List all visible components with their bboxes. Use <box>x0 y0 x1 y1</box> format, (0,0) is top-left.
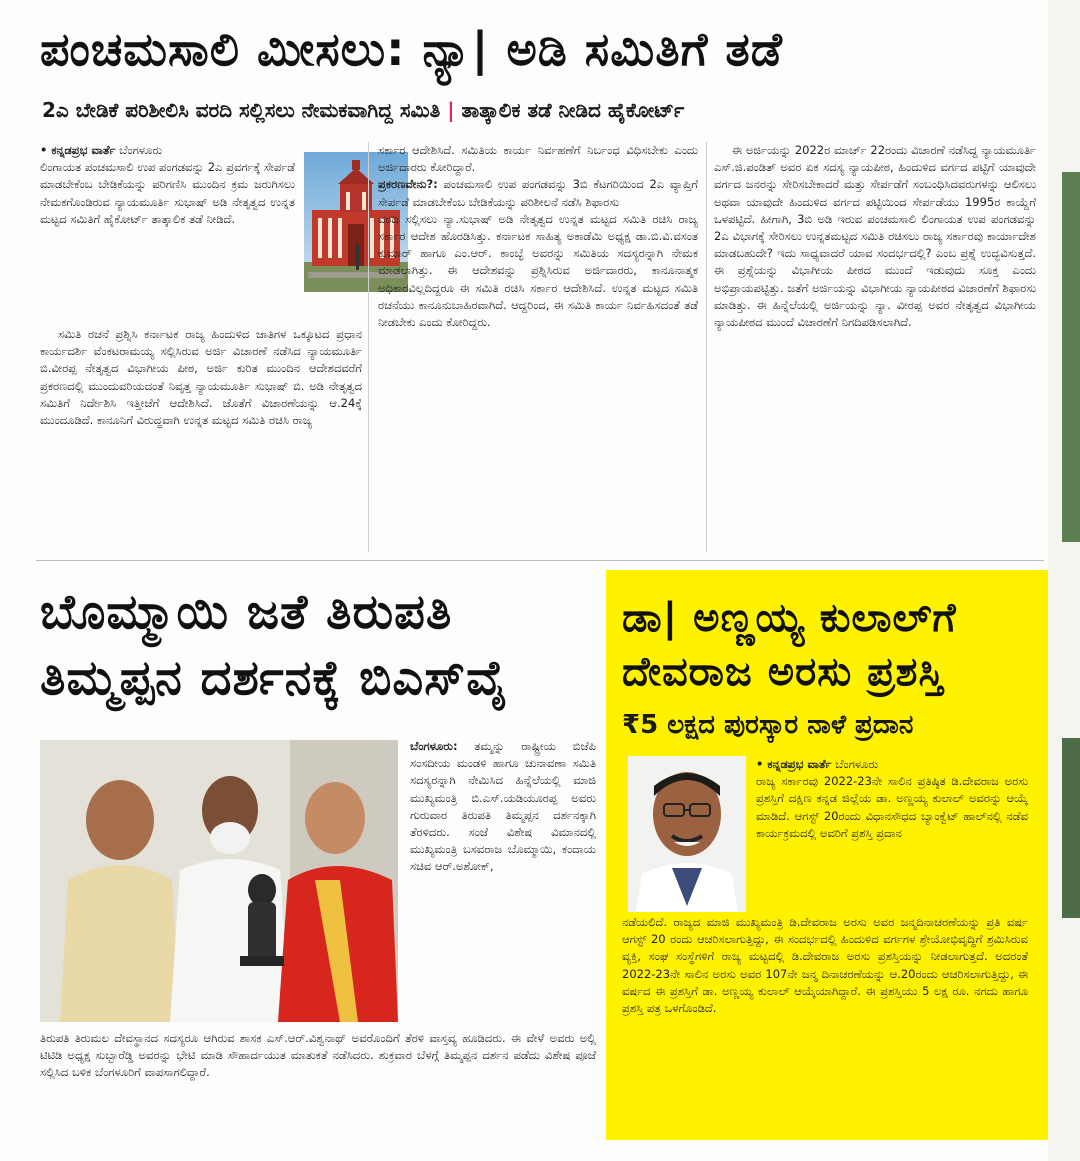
adjacent-photo <box>1062 738 1080 918</box>
story1-col2-top: ಸರ್ಕಾರ ಆದೇಶಿಸಿದೆ. ಸಮಿತಿಯ ಕಾರ್ಯ ನಿರ್ವಹಣೆಗೆ ನಿರ್ಬಂಧ ವಿಧಿಸಬೇಕು ಎಂದು ಅರ್ಜಿದಾರರು ಕೋರಿದ್ದಾರೆ. <box>378 143 698 175</box>
story1-col1-top <box>40 142 295 250</box>
story1-col2-body: ವರದಿ ಸಲ್ಲಿಸಲು ನ್ಯಾ.ಸುಭಾಷ್ ಅಡಿ ನೇತೃತ್ವದ ಉನ್ನತ ಮಟ್ಟದ ಸಮಿತಿ ರಚಿಸಿ ರಾಜ್ಯ ಸರ್ಕಾರ ಆದೇಶ ಹೊರಡಿಸಿತ್ತು. ಕರ್ನಾಟಕ ಸಾಹಿತ್ಯ ಅಕಾಡೆಮಿ ಅಧ್ಯಕ್ಷ ಡಾ.ಬಿ.ವಿ.ವಸಂತ ಕುಮಾರ್ ಹಾಗೂ ಎಂ.ಆರ್. ಕಾಂಬ್ಳೆ ಅವರನ್ನು ಸಮಿತಿಯ ಸದಸ್ಯರನ್ನಾಗಿ ನೇಮಕ ಮಾಡಲಾಗಿತ್ತು. ಈ ಆದೇಶವನ್ನು ಪ್ರಶ್ನಿಸಿರುವ ಅರ್ಜಿದಾರರು, ಕಾನೂನಾತ್ಮಕ ಅಧಿಕಾರವಿಲ್ಲದಿದ್ದರೂ ಈ ಸಮಿತಿ ರಚಿಸಿ ಸರ್ಕಾರ ಆದೇಶಿಸಿದೆ. ಉನ್ನತ ಮಟ್ಟದ ಸಮಿತಿ ರಚನೆಯು ಕಾನೂನುಬಾಹಿರವಾಗಿದೆ. ಆದ್ದರಿಂದ, ಈ ಸಮಿತಿ ಕಾರ್ಯ ನಿರ್ವಹಿಸದಂತೆ ತಡೆ ನೀಡಬೇಕು ಎಂದು ಕೋರಿದ್ದರು. <box>378 211 698 330</box>
story1-subhead-left: 2ಎ ಬೇಡಿಕೆ ಪರಿಶೀಲಿಸಿ ವರದಿ ಸಲ್ಲಿಸಲು ನೇಮಕವಾಗಿದ್ದ ಸಮಿತಿ <box>42 98 441 122</box>
story3-headline-line1: ಡಾ| ಅಣ್ಣಯ್ಯ ಕುಲಾಲ್‌ಗೆ <box>622 595 957 641</box>
story2-bottom-text: ತಿರುಪತಿ ತಿರುಮಲ ದೇವಸ್ಥಾನದ ಸದಸ್ಯರೂ ಆಗಿರುವ ಶಾಸಕ ಎಸ್.ಆರ್.ವಿಶ್ವನಾಥ್ ಅವರೊಂದಿಗೆ ತೆರಳಿ ವಾಸ್ತವ್ಯ ಹೂಡಿದರು. ಈ ವೇಳೆ ಅವರು ಅಲ್ಲಿ ಟಿಟಿಡಿ ಅಧ್ಯಕ್ಷ ಸುಬ್ಬಾರೆಡ್ಡಿ ಅವರನ್ನು ಭೇಟಿ ಮಾಡಿ ಸೌಹಾರ್ದಯುತ ಮಾತುಕತೆ ನಡೆಸಿದರು. ಶುಕ್ರವಾರ ಬೆಳಗ್ಗೆ ತಿಮ್ಮಪ್ಪನ ದರ್ಶನ ಪಡೆದು ವಿಶೇಷ ಪೂಜೆ ಸಲ್ಲಿಸಿದ ಬಳಿಕ ಬೆಂಗಳೂರಿಗೆ ವಾಪಸಾಗಲಿದ್ದಾರೆ. <box>40 1031 596 1080</box>
story3-side-text: ರಾಜ್ಯ ಸರ್ಕಾರವು 2022-23ನೇ ಸಾಲಿನ ಪ್ರತಿಷ್ಠಿತ ಡಿ.ದೇವರಾಜ ಅರಸು ಪ್ರಶಸ್ತಿಗೆ ದಕ್ಷಿಣ ಕನ್ನಡ ಜಿಲ್ಲೆಯ ಡಾ. ಅಣ್ಣಯ್ಯ ಕುಲಾಲ್ ಅವರನ್ನು ಆಯ್ಕೆ ಮಾಡಿದೆ. ಆಗಸ್ಟ್ 20ರಂದು ವಿಧಾನಸೌಧದ ಬ್ಯಾಂಕ್ವೆಟ್ ಹಾಲ್‌ನಲ್ಲಿ ನಡೆವ ಕಾರ್ಯಕ್ರಮದಲ್ಲಿ ಅವರಿಗೆ ಪ್ರಶಸ್ತಿ ಪ್ರದಾನ <box>756 774 1028 840</box>
column-rule <box>706 142 707 552</box>
story2-headline-line1: ಬೊಮ್ಮಾಯಿ ಜತೆ ತಿರುಪತಿ <box>40 584 453 640</box>
story2-side-column <box>410 738 596 1016</box>
story3-byline-source: • ಕನ್ನಡಪ್ರಭ ವಾರ್ತೆ <box>756 757 832 771</box>
section-divider <box>36 560 1044 561</box>
adjacent-photo <box>1062 172 1080 542</box>
story3-bottom-text: ನಡೆಯಲಿದೆ. ರಾಜ್ಯದ ಮಾಜಿ ಮುಖ್ಯಮಂತ್ರಿ ಡಿ.ದೇವರಾಜ ಅರಸು ಅವರ ಜನ್ಮದಿನಾಚರಣೆಯನ್ನು ಪ್ರತಿ ವರ್ಷ ಆಗಸ್ಟ್ 20 ರಂದು ಆಚರಿಸಲಾಗುತ್ತಿದ್ದು, ಈ ಸಂದರ್ಭದಲ್ಲಿ ಹಿಂದುಳಿದ ವರ್ಗಗಳ ಶ್ರೇಯೋಭಿವೃದ್ಧಿಗೆ ಶ್ರಮಿಸಿರುವ ವ್ಯಕ್ತಿ, ಸಂಘ ಸಂಸ್ಥೆಗಳಿಗೆ ರಾಜ್ಯ ಮಟ್ಟದಲ್ಲಿ ಡಿ.ದೇವರಾಜ ಅರಸು ಪ್ರಶಸ್ತಿಯನ್ನು ನೀಡಲಾಗುತ್ತದೆ. ಅದರಂತೆ 2022-23ನೇ ಸಾಲಿನ ಅರಸು ಅವರ 107ನೇ ಜನ್ಮ ದಿನಾಚರಣೆಯನ್ನು ಆ.20ರಂದು ಆಚರಿಸಲಾಗುತ್ತಿದ್ದು, ಈ ವರ್ಷದ ಈ ಪ್ರಶಸ್ತಿಗೆ ಡಾ. ಅಣ್ಣಯ್ಯ ಕುಲಾಲ್ ಆಯ್ಕೆಯಾಗಿದ್ದಾರೆ. ಈ ಪ್ರಶಸ್ತಿಯು 5 ಲಕ್ಷ ರೂ. ನಗದು ಹಾಗೂ ಪ್ರಶಸ್ತಿ ಪತ್ರ ಒಳಗೊಂಡಿದೆ. <box>622 915 1028 1016</box>
story1-intro-tail <box>40 250 295 328</box>
story2-side-text: ತಮ್ಮನ್ನು ರಾಷ್ಟ್ರೀಯ ಬಿಜೆಪಿ ಸಂಸದೀಯ ಮಂಡಳಿ ಹಾಗೂ ಚುನಾವಣಾ ಸಮಿತಿ ಸದಸ್ಯರನ್ನಾಗಿ ನೇಮಿಸಿದ ಹಿನ್ನೆಲೆಯಲ್ಲಿ ಮಾಜಿ ಮುಖ್ಯಮಂತ್ರಿ ಬಿ.ಎಸ್.ಯಡಿಯೂರಪ್ಪ ಅವರು ಗುರುವಾರ ತಿರುಪತಿ ತಿಮ್ಮಪ್ಪನ ದರ್ಶನಕ್ಕಾಗಿ ತೆರಳಿದರು. ಸಂಜೆ ವಿಶೇಷ ವಿಮಾನದಲ್ಲಿ ಮುಖ್ಯಮಂತ್ರಿ ಬಸವರಾಜ ಬೊಮ್ಮಾಯಿ, ಕಂದಾಯ ಸಚಿವ ಆರ್.ಅಶೋಕ್, <box>410 739 596 874</box>
story1-col2-lead: ಪ್ರಕರಣವೇನು?: <box>378 177 438 192</box>
story1-headline: ಪಂಚಮಸಾಲಿ ಮೀಸಲು: ನ್ಯಾ| ಅಡಿ ಸಮಿತಿಗೆ ತಡೆ <box>40 22 783 76</box>
story3-subhead: ₹5 ಲಕ್ಷದ ಪುರಸ್ಕಾರ ನಾಳೆ ಪ್ರದಾನ <box>622 710 914 740</box>
story1-byline-place: ಬೆಂಗಳೂರು <box>119 143 163 157</box>
portrait-image <box>628 756 746 912</box>
story1-subhead-right: ತಾತ್ಕಾಲಿಕ ತಡೆ ನೀಡಿದ ಹೈಕೋರ್ಟ್ <box>461 98 685 122</box>
story1-intro: ಲಿಂಗಾಯತ ಪಂಚಮಸಾಲಿ ಉಪ ಪಂಗಡವನ್ನು 2ಎ ಪ್ರವರ್ಗಕ್ಕೆ ಸೇರ್ಪಡೆ ಮಾಡಬೇಕೆಂಬ ಬೇಡಿಕೆಯನ್ನು ಪರಿಗಣಿಸಿ ಮುಂದಿನ ಕ್ರಮ ಜರುಗಿಸಲು ನೇಮಕಗೊಂಡಿರುವ ನ್ಯಾಯಮೂರ್ತಿ ಸುಭಾಷ್ ಅಡಿ ನೇತೃತ್ವದ ಉನ್ನತ ಮಟ್ಟದ ಸಮಿತಿಗೆ ಹೈಕೋರ್ಟ್ ತಾತ್ಕಾಲಿಕ ತಡೆ ನೀಡಿದೆ. <box>40 160 295 226</box>
bsy-bommai-photo <box>40 740 398 1022</box>
column-rule <box>368 142 369 552</box>
story3-side-column <box>756 756 1028 912</box>
story3-byline-place: ಬೆಂಗಳೂರು <box>835 757 879 771</box>
annayya-kulal-photo <box>628 756 746 912</box>
story1-col1-body <box>40 326 362 552</box>
story1-col3-body: ಈ ಅರ್ಜಿಯನ್ನು 2022ರ ಮಾರ್ಚ್ 22ರಂದು ವಿಚಾರಣೆ ನಡೆಸಿದ್ದ ನ್ಯಾಯಮೂರ್ತಿ ಎಸ್.ಜಿ.ಪಂಡಿತ್ ಅವರ ಏಕ ಸದಸ್ಯ ನ್ಯಾಯಪೀಠ, ಹಿಂದುಳಿದ ವರ್ಗದ ಪಟ್ಟಿಗೆ ಯಾವುದೇ ವರ್ಗದ ಜನರನ್ನು ಸೇರಿಸಬೇಕಾದರೆ ಮತ್ತು ಸೇರ್ಪಡೆಗೆ ಸಂಬಂಧಿಸಿದವರುಗಳನ್ನು ಆಲಿಸಲು ಅಥವಾ ಯಾವುದೇ ಹಿಂದುಳಿದ ವರ್ಗದ ಪಟ್ಟಿಯಿಂದ ಸೇರ್ಪಡೆಯು 1995ರ ಕಾಯ್ದೆಗೆ ಒಳಪಟ್ಟಿದೆ. ಹೀಗಾಗಿ, 3ಬಿ ಅಡಿ ಇರುವ ಪಂಚಮಸಾಲಿ ಲಿಂಗಾಯತ ಉಪ ಪಂಗಡವನ್ನು 2ಎ ವಿಭಾಗಕ್ಕೆ ಸೇರಿಸಲು ಉನ್ನತಮಟ್ಟದ ಸಮಿತಿ ರಚಿಸಲು ರಾಜ್ಯ ಸರ್ಕಾರವು ಕಾರ್ಯಾದೇಶ ಮಾಡಬಹುದೇ? ಇದು ಸಾಧ್ಯವಾದರೆ ಯಾವ ಸಂದರ್ಭದಲ್ಲಿ? ಎಂಬ ಪ್ರಶ್ನೆ ಉದ್ಭವಿಸುತ್ತದೆ. ಈ ಪ್ರಶ್ನೆಯನ್ನು ವಿಭಾಗೀಯ ಪೀಠದ ಮುಂದೆ ಇಡುವುದು ಸೂಕ್ತ ಎಂದು ಅಭಿಪ್ರಾಯಪಟ್ಟಿತ್ತು. ಜತೆಗೆ ಅರ್ಜಿಯನ್ನು ವಿಭಾಗೀಯ ನ್ಯಾಯಪೀಠದ ವಿಚಾರಣೆಗೆ ಶಿಫಾರಸು ಮಾಡಿತ್ತು. ಈ ಹಿನ್ನೆಲೆಯಲ್ಲಿ ಅರ್ಜಿಯನ್ನು ನ್ಯಾ. ವೀರಪ್ಪ ಅವರ ನೇತೃತ್ವದ ವಿಭಾಗೀಯ ನ್ಯಾಯಪೀಠದ ಮುಂದೆ ವಿಚಾರಣೆಗೆ ನಿಗದಿಪಡಿಸಲಾಗಿದೆ. <box>714 143 1036 330</box>
story1-subhead <box>42 100 684 120</box>
bsy-bommai-image <box>40 740 398 1022</box>
story1-byline-source: • ಕನ್ನಡಪ್ರಭ ವಾರ್ತೆ <box>40 143 116 157</box>
story3-headline-line2: ದೇವರಾಜ ಅರಸು ಪ್ರಶಸ್ತಿ <box>622 649 945 695</box>
story2-dateline: ಬೆಂಗಳೂರು: <box>410 739 458 753</box>
story1-col2 <box>378 142 698 554</box>
story2-bottom <box>40 1030 596 1134</box>
story2-headline-line2: ತಿಮ್ಮಪ್ಪನ ದರ್ಶನಕ್ಕೆ ಬಿಎಸ್‌ವೈ <box>40 650 509 706</box>
story1-col1-paragraph: ಸಮಿತಿ ರಚನೆ ಪ್ರಶ್ನಿಸಿ ಕರ್ನಾಟಕ ರಾಜ್ಯ ಹಿಂದುಳಿದ ಜಾತಿಗಳ ಒಕ್ಕೂಟದ ಪ್ರಧಾನ ಕಾರ್ಯದರ್ಶಿ ವೆಂಕಟರಾಮಯ್ಯ ಸಲ್ಲಿಸಿರುವ ಅರ್ಜಿ ವಿಚಾರಣೆ ನಡೆಸಿದ ನ್ಯಾಯಮೂರ್ತಿ ಬಿ.ವೀರಪ್ಪ ನೇತೃತ್ವದ ವಿಭಾಗೀಯ ಪೀಠ, ಅರ್ಜಿ ಕುರಿತ ಮುಂದಿನ ಆದೇಶದವರೆಗೆ ಪ್ರಕರಣದಲ್ಲಿ ಮುಂದುವರಿಯದಂತೆ ನಿವೃತ್ತ ನ್ಯಾಯಮೂರ್ತಿ ಸುಭಾಷ್ ಬಿ. ಅಡಿ ನೇತೃತ್ವದ ಸಮಿತಿಗೆ ನಿರ್ದೇಶಿಸಿ ಇತ್ತೀಚೆಗೆ ಆದೇಶಿಸಿದೆ. ಜೊತೆಗೆ ವಿಚಾರಣೆಯನ್ನು ಆ.24ಕ್ಕೆ ಮುಂದೂಡಿದೆ. ಕಾನೂನಿಗೆ ವಿರುದ್ಧವಾಗಿ ಉನ್ನತ ಮಟ್ಟದ ಸಮಿತಿ ರಚಿಸಿ ರಾಜ್ಯ <box>40 327 362 428</box>
adjacent-page-strip <box>1048 0 1080 1161</box>
story3-bottom <box>622 914 1028 1122</box>
story1-col2-lead-text: ಪಂಚಮಸಾಲಿ ಉಪ ಪಂಗಡವನ್ನು 3ಬಿ ಕೆಟಗರಿಯಿಂದ 2ಎ ವ್ಯಾಪ್ತಿಗೆ ಸೇರ್ಪಡೆ ಮಾಡಬೇಕೆಂಬ ಬೇಡಿಕೆಯನ್ನು ಪರಿಶೀಲನೆ ನಡೆಸಿ ಶಿಫಾರಸು <box>378 177 698 209</box>
story1-subhead-separator: | <box>447 98 455 122</box>
story1-col3 <box>714 142 1036 554</box>
